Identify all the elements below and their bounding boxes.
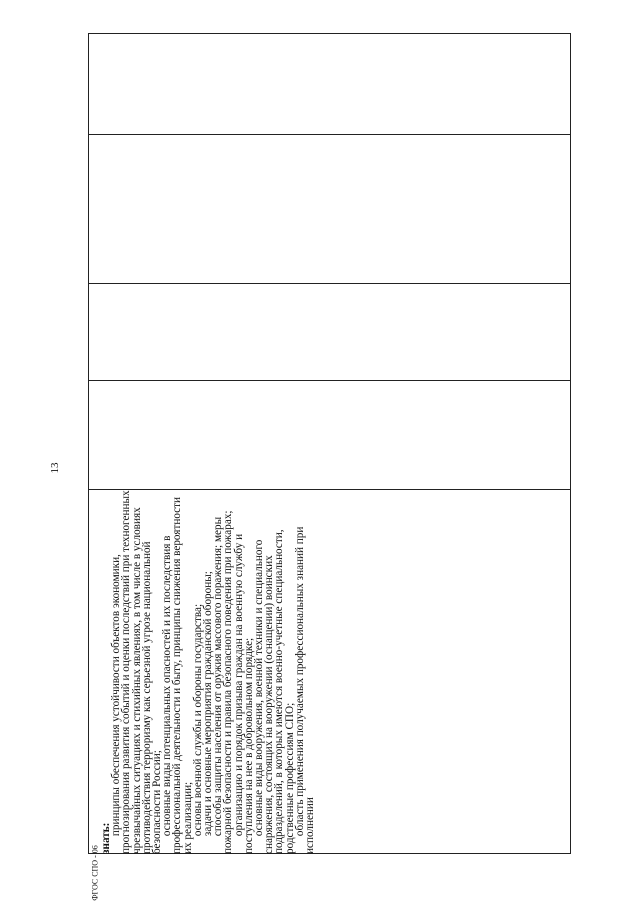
- document-footer-code: [90, 845, 100, 901]
- knowledge-cell: [89, 487, 570, 854]
- knowledge-text-block: [89, 487, 570, 854]
- page-number: [50, 461, 60, 475]
- knowledge-item: основные виды вооружения, военной техники и специального снаряжения, состоящих на вооружении (оснащении) воинских подразделений, в которых имеются военно-учетные специальности, родственные профессиям СПО;: [253, 526, 296, 854]
- knowledge-item: задачи и основные мероприятия гражданской обороны;: [202, 571, 215, 837]
- knowledge-item: принципы обеспечения устойчивости объектов экономики, прогнозирования развития событий и оценки последствий при техногенных чрезвычайных ситуациях и стихийных явлениях, в том числе в условиях противодействия терроризму как серьезной угрозе национальной безопасности России;: [110, 487, 164, 854]
- knowledge-item: способы защиты населения от оружия массового поражения; меры пожарной безопасности и правила безопасного поведения при пожарах;: [212, 510, 235, 854]
- table-divider-3: [89, 380, 570, 381]
- knowledge-item: область применения получаемых профессиональных знаний при исполнении: [293, 523, 317, 854]
- standards-table: [88, 33, 571, 854]
- page-number-text: 13: [49, 462, 61, 474]
- table-divider-2: [89, 283, 570, 284]
- knowledge-heading: знать:: [100, 822, 112, 854]
- footer-code-text: ФГОС СПО - 06: [90, 845, 100, 901]
- knowledge-item: основы военной службы и обороны государства;: [191, 603, 204, 837]
- knowledge-item: организацию и порядок призыва граждан на военную службу и поступления на нее в добровольном порядке;: [232, 531, 255, 854]
- knowledge-item: основные виды потенциальных опасностей и их последствия в профессиональной деятельности и быту, принципы снижения вероятности их реализации;: [161, 494, 194, 854]
- table-divider-1: [89, 134, 570, 135]
